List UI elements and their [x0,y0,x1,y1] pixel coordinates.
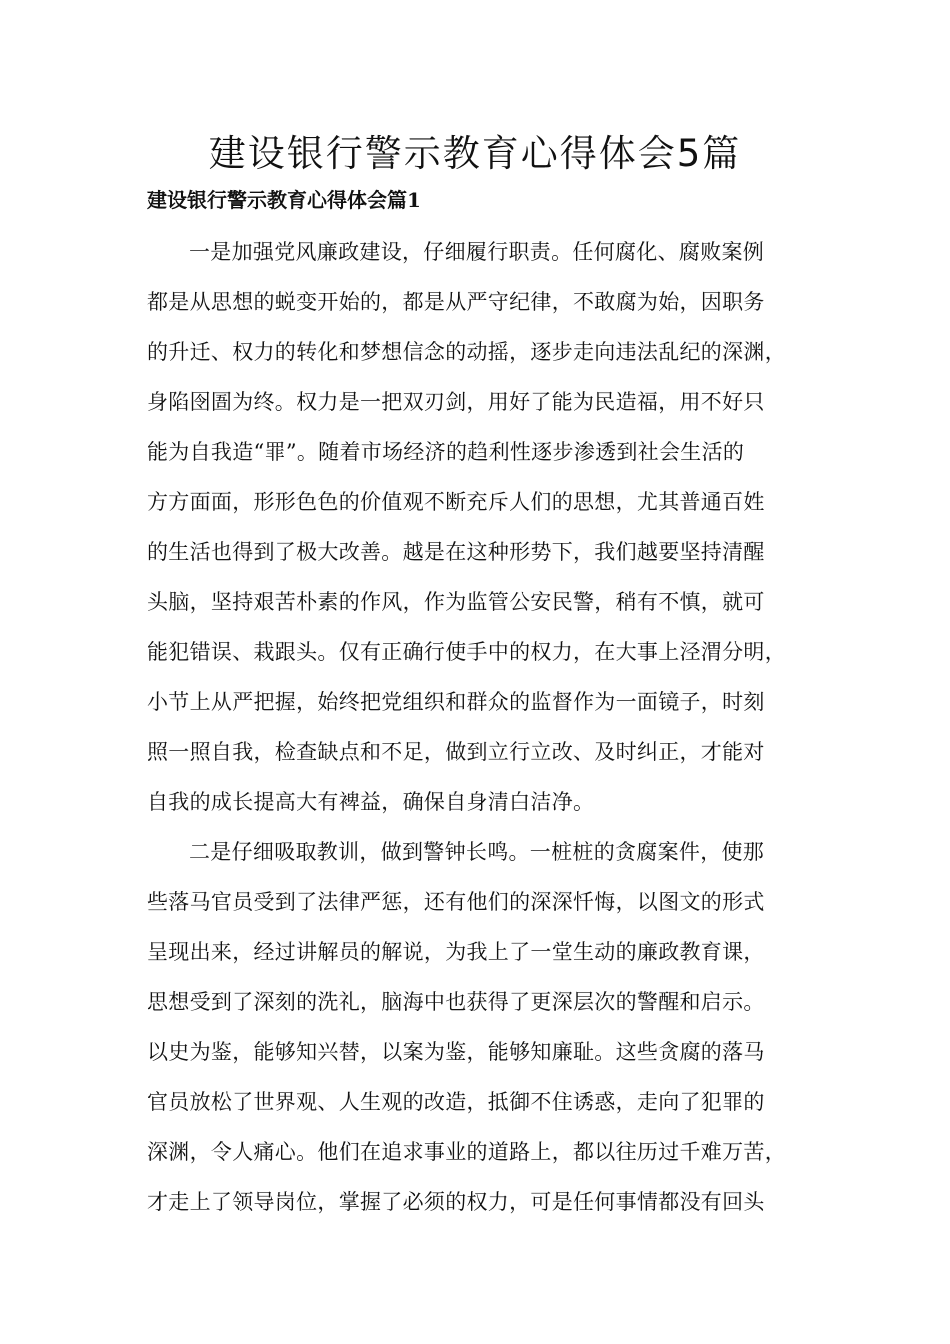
paragraph-line: 的生活也得到了极大改善。越是在这种形势下，我们越要坚持清醒 [147,540,765,564]
paragraph-line: 都是从思想的蜕变开始的，都是从严守纪律，不敢腐为始，因职务 [147,290,765,314]
paragraph-line: 照一照自我，检查缺点和不足，做到立行立改、及时纠正，才能对 [147,740,765,764]
paragraph-line: 小节上从严把握，始终把党组织和群众的监督作为一面镜子，时刻 [147,690,765,714]
paragraph-line: 呈现出来，经过讲解员的解说，为我上了一堂生动的廉政教育课， [147,940,765,964]
paragraph-line: 些落马官员受到了法律严惩，还有他们的深深忏悔，以图文的形式 [147,890,765,914]
paragraph-line: 头脑，坚持艰苦朴素的作风，作为监管公安民警，稍有不慎，就可 [147,590,765,614]
paragraph-line: 一是加强党风廉政建设，仔细履行职责。任何腐化、腐败案例 [189,240,765,264]
section-heading: 建设银行警示教育心得体会篇1 [147,188,421,212]
paragraph-line: 能为自我造“罪”。随着市场经济的趋利性逐步渗透到社会生活的 [147,440,745,464]
paragraph-line: 以史为鉴，能够知兴替，以案为鉴，能够知廉耻。这些贪腐的落马 [147,1040,765,1064]
paragraph-line: 能犯错误、栽跟头。仅有正确行使手中的权力，在大事上泾渭分明， [147,640,786,664]
document-title: 建设银行警示教育心得体会5篇 [208,132,742,175]
paragraph-line: 身陷囹圄为终。权力是一把双刃剑，用好了能为民造福，用不好只 [147,390,765,414]
paragraph-line: 官员放松了世界观、人生观的改造，抵御不住诱惑，走向了犯罪的 [147,1090,765,1114]
paragraph-line: 思想受到了深刻的洗礼，脑海中也获得了更深层次的警醒和启示。 [147,990,765,1014]
paragraph-line: 才走上了领导岗位，掌握了必须的权力，可是任何事情都没有回头 [147,1190,765,1214]
paragraph-line: 自我的成长提高大有裨益，确保自身清白洁净。 [147,790,595,814]
paragraph-line: 二是仔细吸取教训，做到警钟长鸣。一桩桩的贪腐案件，使那 [189,840,765,864]
paragraph-line: 深渊，令人痛心。他们在追求事业的道路上，都以往历过千难万苦， [147,1140,786,1164]
paragraph-line: 方方面面，形形色色的价值观不断充斥人们的思想，尤其普通百姓 [147,490,765,514]
paragraph-line: 的升迁、权力的转化和梦想信念的动摇，逐步走向违法乱纪的深渊， [147,340,786,364]
